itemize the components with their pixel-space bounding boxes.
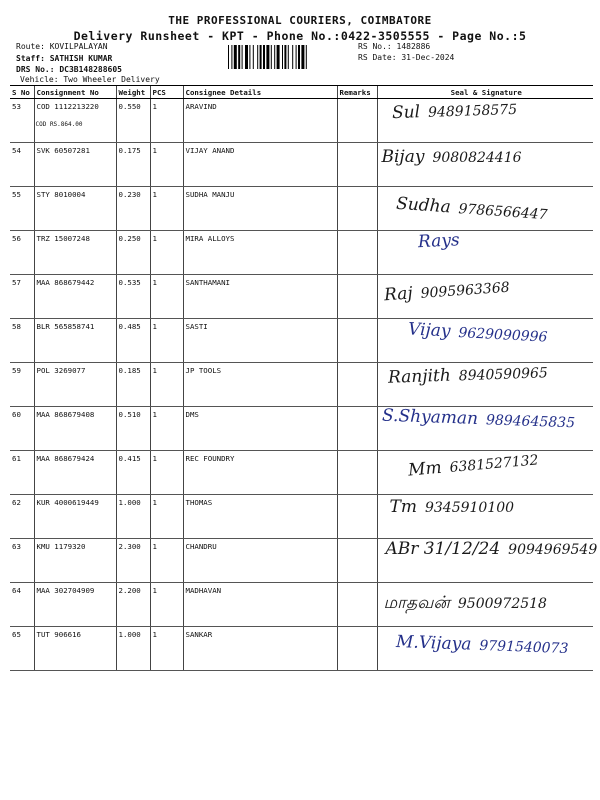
row-weight: 1.000 [116,627,150,671]
table-header-row [10,86,593,99]
row-pcs: 1 [150,495,183,539]
row-consignee: MADHAVAN [183,583,337,627]
row-pcs: 1 [150,627,183,671]
row-weight: 0.550 [116,99,150,143]
row-consignment-no: KMU 1179320 [34,539,116,583]
handwritten-signature [382,149,522,166]
handwritten-signature [387,364,547,387]
runsheet-table [10,85,598,671]
signature-phone [467,233,468,249]
table-row [10,407,593,451]
table-row [10,99,593,143]
row-weight: 0.230 [116,187,150,231]
row-sno: 56 [10,231,34,275]
row-consignee: SUDHA MANJU [183,187,337,231]
handwritten-signature [386,541,598,558]
row-consignee: SANKAR [183,627,337,671]
row-consignee: SASTI [183,319,337,363]
signature-phone: 9080824416 [432,150,522,166]
signature-phone: 9629090996 [457,324,548,346]
row-signature [377,627,593,671]
row-signature [377,363,593,407]
signature-phone: 8940590965 [458,365,548,385]
handwritten-signature [383,279,510,305]
row-remarks [337,143,377,187]
row-sno: 62 [10,495,34,539]
row-pcs: 1 [150,275,183,319]
row-consignment-no: TUT 906616 [34,627,116,671]
handwritten-signature [395,631,569,658]
signature-mark: Bijay [381,147,425,167]
row-weight: 0.415 [116,451,150,495]
row-weight: 2.200 [116,583,150,627]
handwritten-signature [391,101,517,122]
table-row [10,143,593,187]
row-signature [377,275,593,319]
row-consignee: SANTHAMANI [183,275,337,319]
col-header-remarks: Remarks [337,86,377,99]
rs-date: RS Date: 31-Dec-2024 [358,53,455,62]
row-consignee: VIJAY ANAND [183,143,337,187]
row-consignment-no: STY 8010004 [34,187,116,231]
row-weight: 0.175 [116,143,150,187]
row-remarks [337,495,377,539]
row-remarks [337,539,377,583]
row-pcs: 1 [150,143,183,187]
row-signature [377,495,593,539]
row-sno: 64 [10,583,34,627]
signature-mark: Tm [389,497,417,517]
row-pcs: 1 [150,539,183,583]
row-sno: 61 [10,451,34,495]
row-sno: 65 [10,627,34,671]
signature-phone: 9791540073 [478,637,569,658]
row-remarks [337,407,377,451]
signature-mark: Mm [406,457,442,481]
row-consignment-no: TRZ 15007248 [34,231,116,275]
table-row [10,231,593,275]
signature-mark: Sul [391,102,420,124]
signature-phone: 9786566447 [457,201,548,224]
row-pcs: 1 [150,187,183,231]
route-info: Route: KOVILPALAYAN [16,42,108,51]
row-weight: 1.000 [116,495,150,539]
handwritten-signature [407,451,539,479]
row-signature [377,187,593,231]
table-row [10,187,593,231]
row-weight: 0.485 [116,319,150,363]
row-signature [377,319,593,363]
col-header-consignee: Consignee Details [183,86,337,99]
table-row [10,495,593,539]
col-header-sno: S No [10,86,34,99]
vehicle-info: Vehicle: Two Wheeler Delivery [20,75,160,84]
table-row [10,363,593,407]
row-consignment-no: MAA 868679424 [34,451,116,495]
handwritten-signature [395,193,548,224]
row-signature [377,539,598,583]
row-sno: 55 [10,187,34,231]
table-row [10,583,593,627]
table-row [10,539,593,583]
handwritten-signature [384,595,547,612]
signature-mark: Vijay [407,319,451,342]
signature-mark: ABr 31/12/24 [385,539,501,559]
row-consignee: JP TOOLS [183,363,337,407]
signature-mark: Sudha [395,193,451,218]
signature-mark: Rays [416,230,460,253]
row-remarks [337,451,377,495]
row-weight: 2.300 [116,539,150,583]
runsheet-subtitle: Delivery Runsheet - KPT - Phone No.:0422-3505555 - Page No.:5 [73,29,527,43]
row-consignment-no: KUR 4000619449 [34,495,116,539]
row-pcs: 1 [150,451,183,495]
row-remarks [337,99,377,143]
table-row [10,319,593,363]
signature-phone: 9500972518 [457,596,547,612]
row-sno: 57 [10,275,34,319]
handwritten-signature [381,405,575,432]
table-row [10,451,593,495]
col-header-weight: Weight [116,86,150,99]
row-consignee: REC FOUNDRY [183,451,337,495]
drs-number: DRS No.: DC3B148288605 [16,65,122,74]
signature-phone: 9894645835 [485,412,575,432]
table-row [10,627,593,671]
row-consignment-no: COD 1112213220 COD RS.864.00 [34,99,116,143]
cod-amount: COD RS.864.00 [35,121,83,128]
row-weight: 0.185 [116,363,150,407]
row-consignee: MIRA ALLOYS [183,231,337,275]
row-consignment-no: SVK 60507281 [34,143,116,187]
row-remarks [337,231,377,275]
row-consignment-no: MAA 868679408 [34,407,116,451]
col-header-consignment: Consignment No [34,86,116,99]
row-pcs: 1 [150,363,183,407]
row-remarks [337,319,377,363]
row-weight: 0.510 [116,407,150,451]
row-consignee: ARAVIND [183,99,337,143]
signature-mark: S.Shyaman [381,405,478,429]
row-consignee: THOMAS [183,495,337,539]
row-consignee: CHANDRU [183,539,337,583]
row-remarks [337,275,377,319]
row-remarks [337,583,377,627]
row-pcs: 1 [150,99,183,143]
company-title: THE PROFESSIONAL COURIERS, COIMBATORE [168,14,432,27]
row-sno: 60 [10,407,34,451]
handwritten-signature [407,321,547,345]
row-sno: 54 [10,143,34,187]
signature-mark: M.Vijaya [395,631,472,655]
signature-mark: Ranjith [387,365,451,388]
row-consignment-no: POL 3269077 [34,363,116,407]
row-consignment-no: MAA 302704909 [34,583,116,627]
staff-info: Staff: SATHISH KUMAR [16,54,113,63]
row-sno: 58 [10,319,34,363]
handwritten-signature [417,232,467,252]
row-consignment-no: MAA 868679442 [34,275,116,319]
row-signature [377,143,593,187]
signature-mark: Raj [382,283,413,306]
row-weight: 0.535 [116,275,150,319]
row-pcs: 1 [150,319,183,363]
row-pcs: 1 [150,407,183,451]
col-header-pcs: PCS [150,86,183,99]
signature-phone: 9489158575 [427,101,517,121]
barcode-image [228,45,338,69]
signature-phone: 9095963368 [419,279,510,302]
row-signature [377,407,593,451]
row-sno: 63 [10,539,34,583]
row-signature [377,451,593,495]
col-header-signature: Seal & Signature [377,86,593,99]
row-weight: 0.250 [116,231,150,275]
row-sno: 53 [10,99,34,143]
row-signature [377,231,593,275]
row-remarks [337,627,377,671]
signature-phone: 9345910100 [424,500,515,516]
rs-number: RS No.: 1482886 [358,42,431,51]
row-signature [377,99,593,143]
row-pcs: 1 [150,231,183,275]
row-remarks [337,363,377,407]
signature-phone: 9094969549 [508,542,598,558]
row-consignment-no: BLR 565858741 [34,319,116,363]
signature-mark: மாதவன் [383,593,450,613]
row-signature [377,583,593,627]
handwritten-signature [390,499,515,516]
row-consignee: DMS [183,407,337,451]
row-pcs: 1 [150,583,183,627]
table-row [10,275,593,319]
row-remarks [337,187,377,231]
signature-phone: 6381527132 [448,452,539,477]
row-sno: 59 [10,363,34,407]
